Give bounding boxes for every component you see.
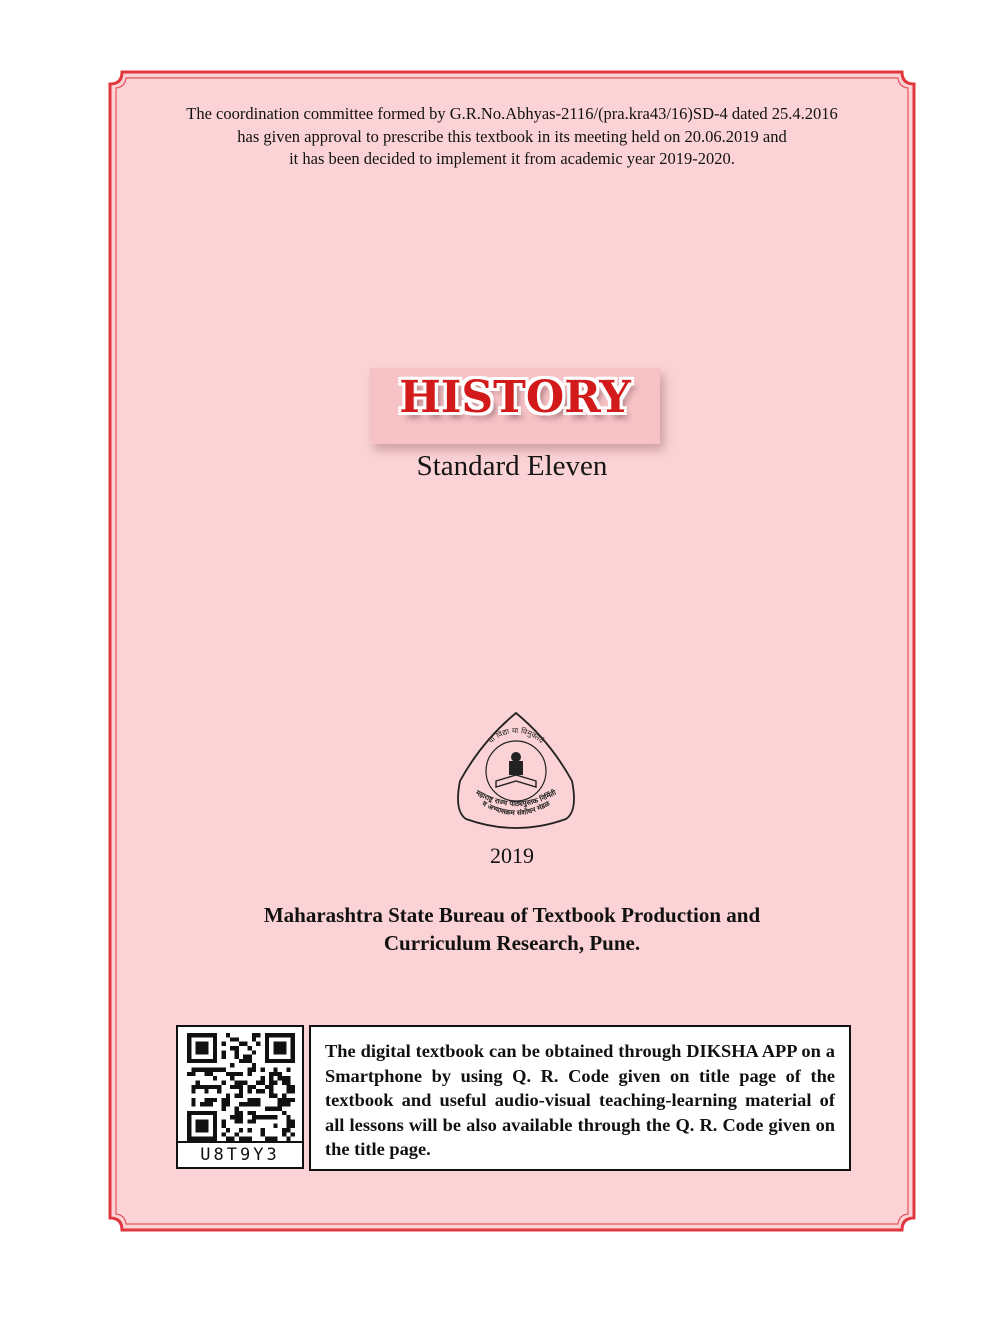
book-subtitle: Standard Eleven xyxy=(416,450,608,482)
seal-bottom-text-1: महाराष्ट्र राज्य पाठ्यपुस्तक निर्मिती xyxy=(474,788,558,809)
approval-notice xyxy=(108,103,916,171)
seal-bottom-text-2: व अभ्यासक्रम संशोधन मंडळ xyxy=(480,799,552,818)
bureau-seal-icon xyxy=(454,711,578,838)
qr-code-label: U8T9Y3 xyxy=(200,1145,280,1165)
seal-top-text: या विद्या या विमुक्तये xyxy=(486,725,546,746)
qr-divider xyxy=(178,1141,302,1143)
approval-line-3: it has been decided to implement it from academic year 2019-2020. xyxy=(289,149,735,168)
publisher-line-1: Maharashtra State Bureau of Textbook Production and xyxy=(263,903,761,927)
diksha-info-text: The digital textbook can be obtained through DIKSHA APP on a Smartphone by using Q. R. Code given on title page of the textbook and useful audio-visual teaching-learning material of all lessons will be also available through the Q. R. Code given on the title page. xyxy=(325,1041,835,1159)
diksha-info-box xyxy=(309,1025,851,1171)
publisher xyxy=(108,901,916,957)
approval-line-2: has given approval to prescribe this textbook in its meeting held on 20.06.2019 and xyxy=(237,126,787,146)
approval-line-1: The coordination committee formed by G.R.No.Abhyas-2116/(pra.kra43/16)SD-4 dated 25.4.2016 xyxy=(186,104,838,123)
publisher-line-2: Curriculum Research, Pune. xyxy=(383,931,641,955)
qr-code-icon xyxy=(187,1033,295,1141)
publication-year: 2019 xyxy=(490,843,534,868)
qr-code-box[interactable] xyxy=(176,1025,304,1169)
book-title: HISTORY xyxy=(399,372,631,423)
